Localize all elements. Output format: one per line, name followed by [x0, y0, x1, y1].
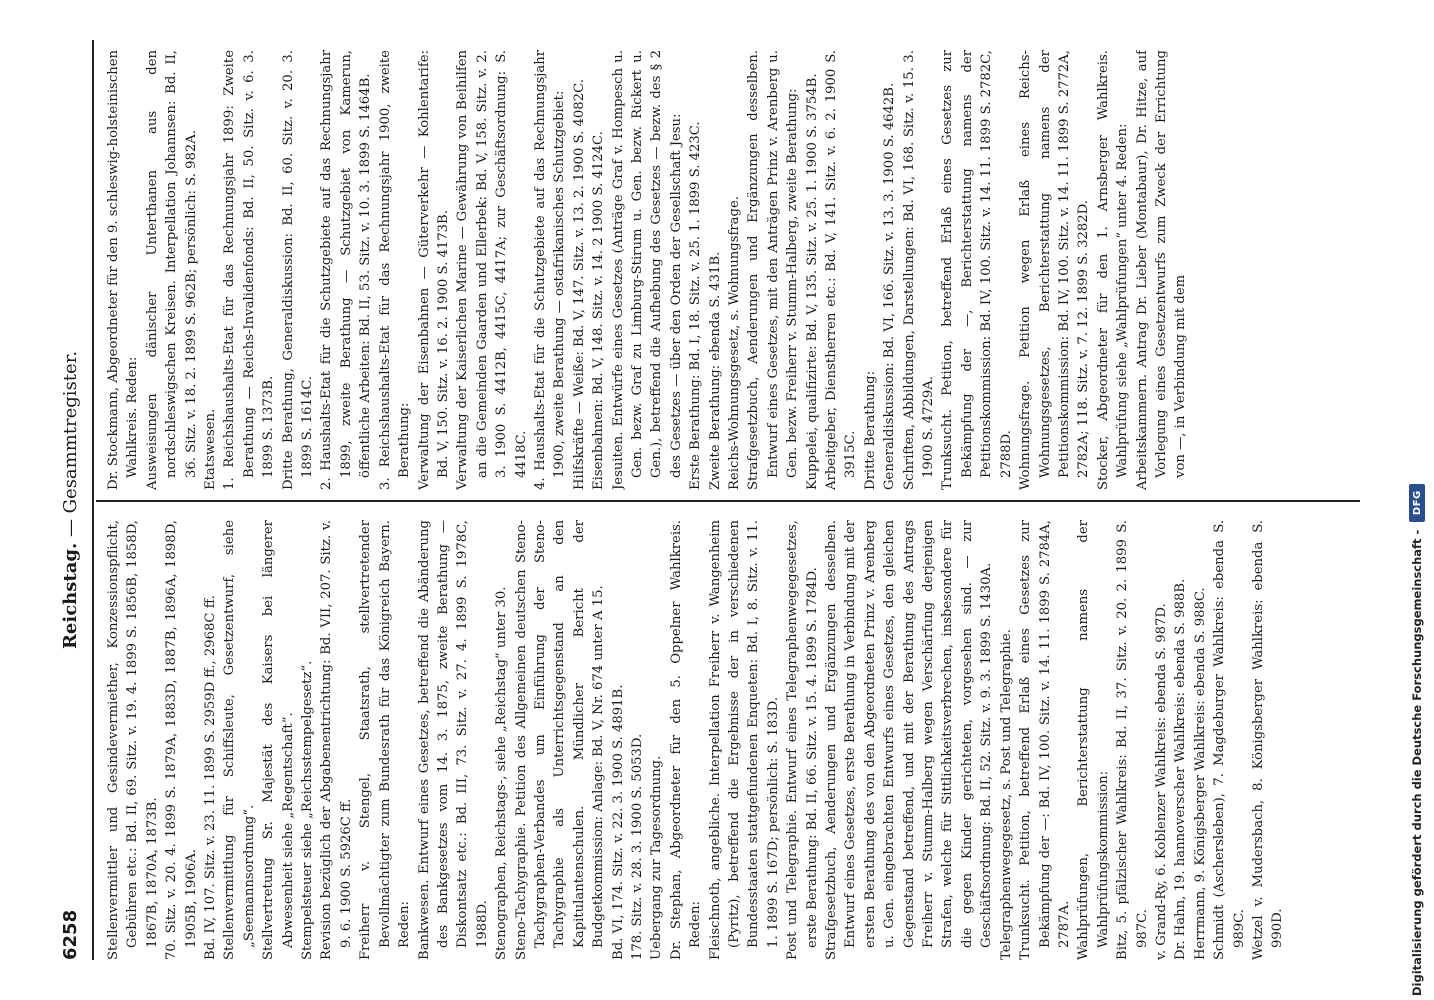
- register-entry: Hilfskräfte — Weiße: Bd. V, 147. Sitz. v. 13. 2. 1900 S. 4082C.: [571, 79, 587, 490]
- register-entry: 1. Reichshaushalts-Etat für das Rechnungsjahr 1899: Zweite Berathung — Reichs-Invalidenfonds: Bd. II, 50. Sitz. v. 6. 3. 1899 S. 1373B.: [222, 50, 277, 490]
- register-entry: Schmidt (Aschersleben), 7. Magdeburger Wahlkreis: ebenda S. 989C.: [1212, 520, 1247, 960]
- register-entry: Wetzel v. Mudersbach, 8. Königsberger Wahlkreis: ebenda S. 990D.: [1250, 520, 1286, 960]
- register-entry: Fleischnoth, angebliche. Interpellation Freiherr v. Wangenheim (Pyritz), betreffend die Ergebnisse der in verschiedenen Bundesstaaten stattgefundenen Enqueten: Bd. I, 8. Sitz. v. 11. 1. 1899 S. 167D; persönlich: S. 183D.: [707, 520, 781, 960]
- register-entry: Dritte Berathung, Generaldiskussion: Bd. II, 60. Sitz. v. 20. 3. 1899 S. 1614C.: [280, 50, 316, 490]
- register-entry: Post und Telegraphie. Entwurf eines Telegraphenwegegesetzes, erste Berathung: Bd. II, 66. Sitz. v. 15. 4. 1899 S. 1784D.: [785, 520, 820, 960]
- register-entry: Stellenvermittler und Gesindevermiether, Konzessionspflicht, Gebühren etc.: Bd. II, 69. Sitz. v. 19. 4. 1899 S. 1856B, 1858D, 1867B, 1870A, 1873B.: [106, 520, 160, 960]
- register-entry: Erste Berathung: Bd. I, 18. Sitz. v. 25. 1. 1899 S. 423C.: [688, 121, 704, 490]
- title-bold: Reichstag.: [60, 542, 81, 650]
- register-entry: Dr. Stephan, Abgeordneter für den 5. Oppelner Wahlkreis. Reden:: [668, 520, 704, 960]
- register-entry: Bitz, 5. pfälzischer Wahlkreis: Bd. II, 37. Sitz. v. 20. 2. 1899 S. 987C.: [1115, 520, 1150, 960]
- register-entry: 70. Sitz. v. 20. 4. 1899 S. 1879A, 1883D, 1887B, 1896A, 1898D, 1905B, 1906A.: [164, 520, 199, 960]
- page-number: 6258: [60, 909, 81, 960]
- register-entry: Stocker, Abgeordneter für den 1. Arnsberger Wahlkreis. Wahlprüfung siehe „Wahlprüfungen“ unter 4. Reden:: [1095, 50, 1131, 490]
- register-entry: Steno-Tachygraphie. Petition des Allgemeinen deutschen Steno-Tachygraphen-Verbandes um Einführung der Steno-Tachygraphie als Unterrichtsgegenstand an den Kapitulantenschulen. Mündlicher Bericht der Budgetkommission: Anlage: Bd. V, Nr. 674 unter A 15.: [513, 520, 607, 960]
- register-entry: 2. Haushalts-Etat für die Schutzgebiete auf das Rechnungsjahr 1899, zweite Berathung — Schutzgebiet von Kamerun, öffentliche Arbeiten: Bd. II, 53. Sitz. v. 10. 3. 1899 S. 1464B.: [319, 50, 374, 490]
- register-entry: Wohnungsfrage. Petition wegen Erlaß eines Reichs-Wohnungsgesetzes, Berichterstattung namens der Petitionskommission: Bd. IV, 100. Sitz. v. 14. 11. 1899 S. 2772A, 2782A; 118. Sitz. v. 7. 12. 1899 S. 3282D.: [1018, 50, 1092, 490]
- register-entry: 178. Sitz. v. 28. 3. 1900 S. 5053D.: [629, 733, 645, 960]
- register-entry: Strafgesetzbuch, Aenderungen und Ergänzungen desselben. Entwurf eines Gesetzes, mit den Anträgen Prinz v. Arenberg u. Gen. bezw. Freiherr v. Stumm-Halberg, zweite Berathung:: [746, 50, 801, 490]
- register-entry: Zweite Berathung: ebenda S. 431B.: [707, 251, 723, 490]
- register-entry: Jesuiten. Entwürfe eines Gesetzes (Anträge Graf v. Hompesch u. Gen. bezw. Graf zu Limburg-Stirum u. Gen. bezw. Rickert u. Gen.), betreffend die Aufhebung des Gesetzes — bezw. des § 2 des Gesetzes — über den Orden der Gesellschaft Jesu:: [610, 50, 684, 490]
- header-rule: [92, 40, 94, 960]
- right-column: [104, 50, 1360, 490]
- register-entry: Herrmann, 9. Königsberger Wahlkreis: ebenda S. 988C.: [1192, 587, 1208, 960]
- page-header: [60, 40, 90, 960]
- dfg-logo: DFG: [1409, 484, 1425, 522]
- register-entry: 4. Haushalts-Etat für die Schutzgebiete auf das Rechnungsjahr 1900, zweite Berathung — ostafrikanisches Schutzgebiet:: [532, 50, 568, 490]
- register-entry: Reichs-Wohnungsgesetz, s. Wohnungsfrage.: [727, 196, 742, 490]
- left-column: [104, 520, 1360, 960]
- register-entry: Stempelsteuer siehe „Reichsstempelgesetz“.: [300, 660, 316, 960]
- register-entry: Wahlprüfungen, Berichterstattung namens der Wahlprüfungskommission:: [1076, 520, 1111, 960]
- register-entry: v. Grand-Ry, 6. Koblenzer Wahlkreis: ebenda S. 987D.: [1153, 603, 1169, 960]
- page-title: [60, 40, 81, 960]
- register-entry: Eisenbahnen: Bd. V, 148. Sitz. v. 14. 2 1900 S. 4124C.: [591, 131, 607, 490]
- register-entry: Arbeitskammern. Antrag Dr. Lieber (Montabaur), Dr. Hitze, auf Vorlegung eines Gesetzentwurfs zum Zweck der Errichtung von —, in Verbindung mit dem: [1134, 50, 1189, 490]
- register-entry: Bankwesen. Entwurf eines Gesetzes, betreffend die Abänderung des Bankgesetzes vom 14. 3. 1875, zweite Berathung — Diskontsatz etc.: Bd. III, 73. Sitz. v. 27. 4. 1899 S. 1978C, 1988D.: [416, 520, 490, 960]
- register-entry: Verwaltung der Kaiserlichen Marine — Gewährung von Beihilfen an die Gemeinden Gaarden und Ellerbek: Bd. V, 158. Sitz. v. 2. 3. 1900 S. 4412B, 4415C, 4417A; zur Geschäftsordnung: S. 4418C.: [455, 50, 529, 490]
- register-entry: Stellvertretung Sr. Majestät des Kaisers bei längerer Abwesenheit siehe „Regentschaft“.: [261, 520, 296, 960]
- register-entry: 3. Reichshaushalts-Etat für das Rechnungsjahr 1900, zweite Berathung:: [377, 50, 413, 490]
- register-entry: Etatswesen.: [203, 408, 219, 490]
- register-entry: Verwaltung der Eisenbahnen — Güterverkehr — Kohlentarife: Bd. V, 150. Sitz. v. 16. 2. 1900 S. 4173B.: [416, 50, 451, 490]
- register-entry: Revision bezüglich der Abgabenentrichtung: Bd. VII, 207. Sitz. v. 9. 6. 1900 S. 5926C ff.: [319, 520, 354, 960]
- register-entry: Stenographen, Reichstags-, siehe „Reichstag“ unter 30.: [494, 586, 510, 960]
- title-rest: — Gesammtregister.: [60, 350, 81, 543]
- credit-text: Digitalisierung gefördert durch die Deutsche Forschungsgemeinschaft -: [1410, 529, 1424, 996]
- register-entry: Dr. Hahn, 19. hannoverscher Wahlkreis: ebenda S. 988B.: [1173, 578, 1189, 960]
- register-entry: Generaldiskussion: Bd. VI, 166. Sitz. v. 13. 3. 1900 S. 4642B.: [882, 82, 898, 490]
- register-entry: Dr. Stockmann, Abgeordneter für den 9. schleswig-holsteinischen Wahlkreis. Reden:: [106, 50, 141, 490]
- register-entry: Uebergang zur Tagesordnung.: [649, 755, 665, 960]
- register-entry: Arbeitgeber, Dienstherren etc.: Bd. V, 141. Sitz. v. 6. 2. 1900 S. 3915C.: [824, 50, 859, 490]
- register-entry: Kuppelei, qualifizirte: Bd. V, 135. Sitz. v. 25. 1. 1900 S. 3754B.: [804, 73, 820, 490]
- register-entry: Trunksucht. Petition, betreffend Erlaß eines Gesetzes zur Bekämpfung der —, Berichterstattung namens der Petitionskommission: Bd. IV, 100. Sitz. v. 14. 11. 1899 S. 2782C, 2788D.: [940, 50, 1014, 490]
- register-entry: Ausweisungen dänischer Unterthanen aus den nordschleswigschen Kreisen. Interpellation Johannsen: Bd. II, 36. Sitz. v. 18. 2. 1899 S. 962B; persönlich: S. 982A.: [144, 50, 199, 490]
- register-columns: [104, 40, 1360, 960]
- register-entry: Telegraphenwegegesetz, s. Post und Telegraphie.: [998, 629, 1014, 960]
- register-entry: Freiherr v. Stengel, Staatsrath, stellvertretender Bevollmächtigter zum Bundesrath für das Königreich Bayern. Reden:: [358, 520, 413, 960]
- digitization-credit: [1400, 0, 1434, 1000]
- register-entry: Dritte Berathung:: [862, 370, 878, 490]
- register-entry: Stellenvermittlung für Schiffsleute, Gesetzentwurf, siehe „Seemannsordnung“.: [222, 520, 257, 960]
- register-entry: Bd. IV, 107. Sitz. v. 23. 11. 1899 S. 2959D ff., 2968C ff.: [203, 595, 219, 960]
- register-entry: Strafgesetzbuch, Aenderungen und Ergänzungen desselben. Entwurf eines Gesetzes, erste Berathung in Verbindung mit der ersten Berathung des von den Abgeordneten Prinz v. Arenberg u. Gen. eingebrachten Entwurfs eines Gesetzes, den gleichen Gegenstand betreffend, und mit der Berathung des Antrags Freiherr v. Stumm-Halberg wegen Verschärfung derjenigen Strafen, welche für Sittlichkeitsverbrechen, insbesondere für die gegen Kinder gerichteten, vorgesehen sind. — zur Geschäftsordnung: Bd. II, 52. Sitz. v. 9. 3. 1899 S. 1430A.: [824, 520, 995, 960]
- register-entry: Trunksucht. Petition, betreffend Erlaß eines Gesetzes zur Bekämpfung der —: Bd. IV, 100. Sitz. v. 14. 11. 1899 S. 2784A, 2787A.: [1018, 520, 1072, 960]
- register-entry: Schriften, Abbildungen, Darstellungen: Bd. VI, 168. Sitz. v. 15. 3. 1900 S. 4729A.: [901, 50, 937, 490]
- register-entry: Bd. VI, 174. Sitz. v. 22. 3. 1900 S. 4891B.: [610, 684, 626, 960]
